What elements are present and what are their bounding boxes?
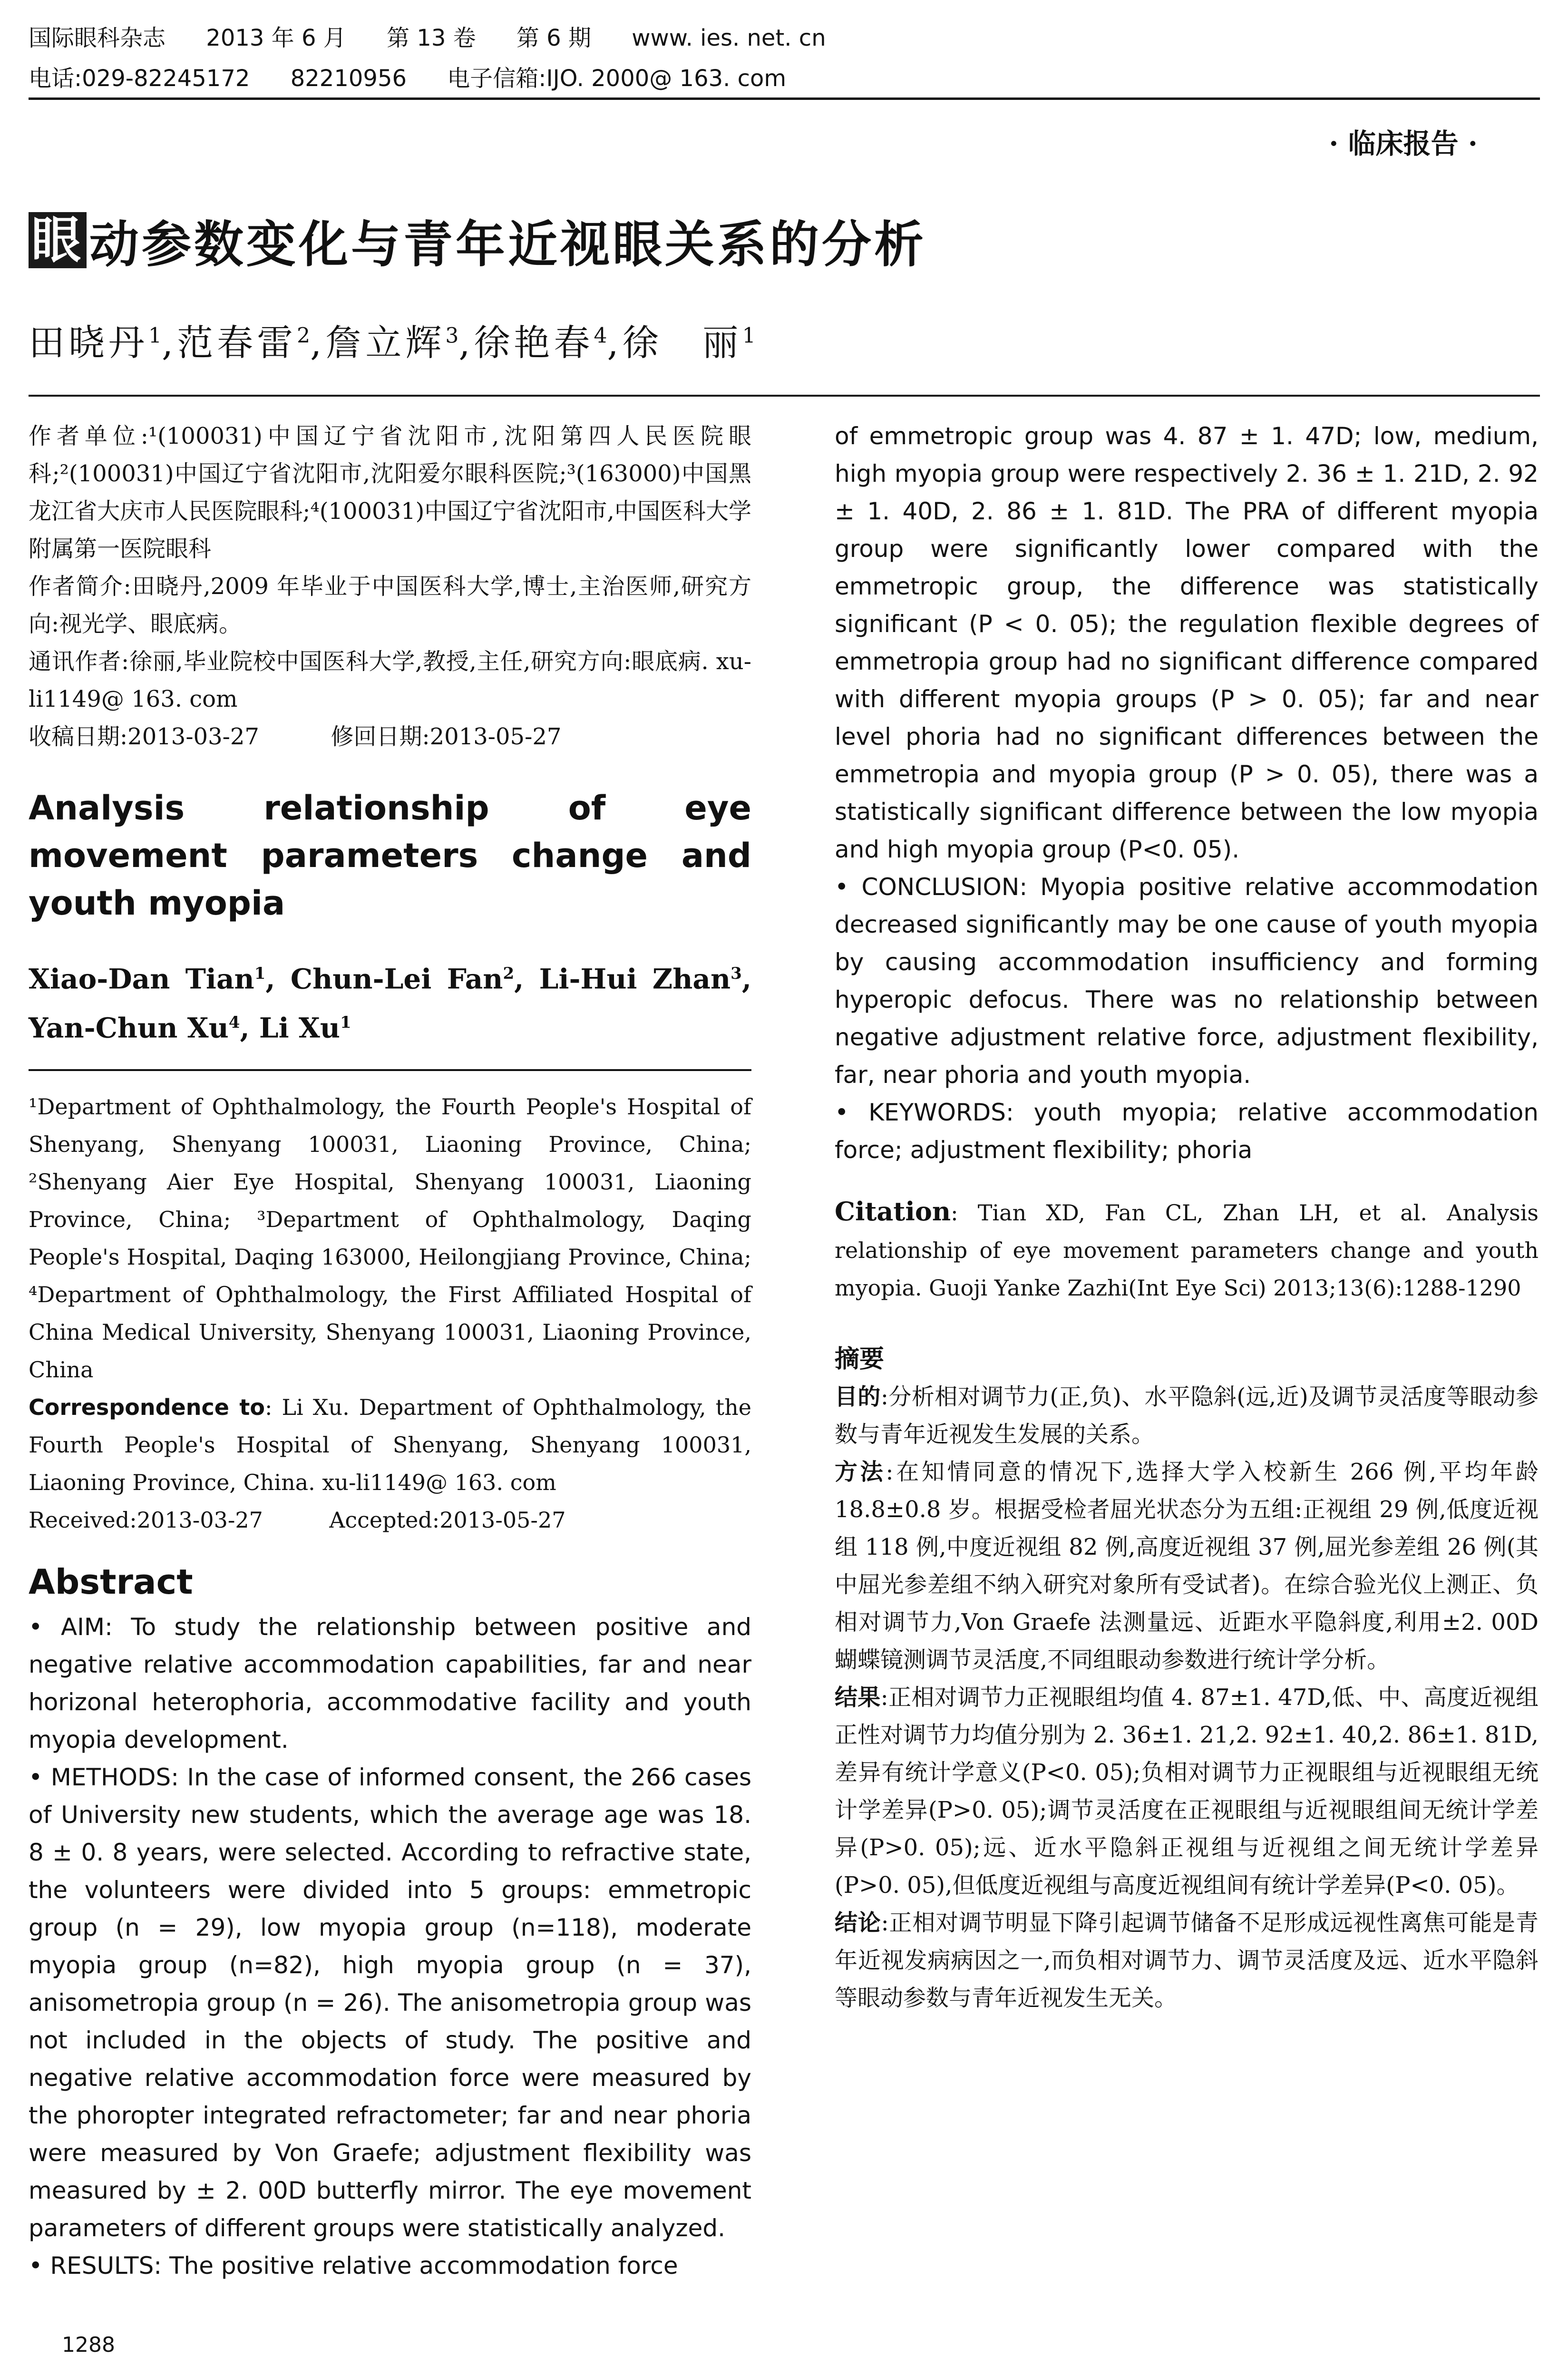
revised-date-cn: 修回日期:2013-05-27: [331, 723, 562, 750]
dates-en: [29, 1501, 751, 1539]
conclusion-cn-text: :正相对调节明显下降引起调节储备不足形成远视性离焦可能是青年近视发病病因之一,而负相对调节力、调节灵活度及远、近水平隐斜等眼动参数与青年近视发生无关。: [835, 1909, 1539, 2011]
author-sup: 1: [254, 964, 266, 983]
abstract-results-cont: of emmetropic group was 4. 87 ± 1. 47D; low, medium, high myopia group were respectively 2. 36 ± 1. 21D, 2. 92 ± 1. 40D, 2. 86 ± 1. 81D. The PRA of different myopia group were significantly lower compared with the emmetropic group, the difference was statistically significant (P < 0. 05); the regulation flexible degrees of emmetropia group had no significant difference compared with different myopia groups (P > 0. 05); far and near level phoria had no significant differences between the emmetropia and myopia group (P > 0. 05), there was a statistically significant difference between the low myopia and high myopia group (P<0. 05).: [835, 422, 1539, 863]
author-sup: 2: [297, 323, 311, 348]
abstract-heading: Abstract: [29, 1561, 193, 1602]
section-label: · 临床报告 ·: [1329, 127, 1478, 160]
conclusion-cn-label: 结论: [835, 1909, 881, 1936]
abstract-methods: • METHODS: In the case of informed consent, the 266 cases of University new students, which the average age was 18. 8 ± 0. 8 years, were selected. According to refractive state, the volunteers were divided into 5 groups: emmetropic group (n = 29), low myopia group (n=118), moderate myopia group (n=82), high myopia group (n = 37), anisometropia group (n = 26). The anisometropia group was not included in the objects of study. The positive and negative relative accommodation force were measured by the phoropter integrated refractometer; far and near phoria were measured by Von Graefe; adjustment flexibility was measured by ± 2. 00D butterfly mirror. The eye movement parameters of different groups were statistically analyzed.: [29, 1763, 751, 2242]
author-sup: 1: [742, 323, 756, 348]
affiliation-en: ¹Department of Ophthalmology, the Fourth People's Hospital of Shenyang, Shenyang 100031, Liaoning Province, China; ²Shenyang Aier Eye Hospital, Shenyang 100031, Liaoning Province, China; ³Department of Ophthalmology, Daqing People's Hospital, Daqing 163000, Heilongjiang Province, China; ⁴Department of Ophthalmology, the First Affiliated Hospital of China Medical University, Shenyang 100031, Liaoning Province, China: [29, 1093, 751, 1383]
author-en: Li-Hui Zhan: [539, 963, 731, 995]
methods-cn-text: :在知情同意的情况下,选择大学入校新生 266 例,平均年龄 18.8±0.8 岁。根据受检者屈光状态分为五组:正视组 29 例,低度近视组 118 例,中度近视组 82 例,高度近视组 37 例,屈光参差组 26 例(其中屈光参差组不纳入研究对象所有受试者)。在综合验光仪上测正、负相对调节力,Von Graefe 法测量远、近距水平隐斜度,利用±2. 00D 蝴蝶镜测调节灵活度,不同组眼动参数进行统计学分析。: [835, 1459, 1539, 1673]
website[interactable]: www. ies. net. cn: [632, 25, 826, 51]
citation: [835, 1193, 1539, 1307]
journal-header-line2: [29, 64, 819, 93]
author-cn: 范春雷: [177, 321, 297, 364]
authors-rule: [29, 395, 1540, 397]
author-en: Chun-Lei Fan: [290, 963, 503, 995]
received-date-cn: 收稿日期:2013-03-27: [29, 723, 259, 750]
author-sup: 3: [730, 964, 742, 983]
author-en: Xiao-Dan Tian: [29, 963, 254, 995]
author-sup: 1: [148, 323, 162, 348]
abstract-conclusion: • CONCLUSION: Myopia positive relative accommodation decreased significantly may be one cause of youth myopia by causing accommodation insufficiency and forming hyperopic defocus. There was no relationship between negative adjustment relative force, adjustment flexibility, far, near phoria and youth myopia.: [835, 873, 1539, 1089]
title-en: Analysis relationship of eye movement parameters change and youth myopia: [29, 789, 751, 923]
author-sup: 4: [228, 1013, 240, 1033]
correspondence-en: [29, 1389, 751, 1501]
author-cn: 詹立辉: [325, 321, 446, 364]
author-sup: 4: [594, 323, 607, 348]
conclusion-cn: [835, 1904, 1539, 2017]
abstract-aim: • AIM: To study the relationship between positive and negative relative accommodation capabilities, far and near horizonal heterophoria, accommodative facility and youth myopia development.: [29, 1613, 751, 1754]
phone2: 82210956: [290, 65, 407, 92]
abstract-results-start: • RESULTS: The positive relative accommodation force: [29, 2251, 678, 2280]
correspondence-text: : Li Xu. Department of Ophthalmology, the Fourth People's Hospital of Shenyang, Shenyang 100031, Liaoning Province, China. xu-li1149@ 163. com: [29, 1394, 751, 1495]
author-cn: 田晓丹: [29, 321, 148, 364]
affiliation-cn: 作者单位:¹(100031)中国辽宁省沈阳市,沈阳第四人民医院眼科;²(100031)中国辽宁省沈阳市,沈阳爱尔眼科医院;³(163000)中国黑龙江省大庆市人民医院眼科;⁴(100031)中国辽宁省沈阳市,中国医科大学附属第一医院眼科: [29, 423, 751, 562]
title-rest: 动参数变化与青年近视眼关系的分析: [89, 215, 927, 273]
author-sup: 1: [340, 1013, 351, 1033]
header-rule: [29, 97, 1540, 100]
author-en: Yan-Chun Xu: [29, 1012, 229, 1044]
email[interactable]: 电子信箱:IJO. 2000@ 163. com: [447, 65, 787, 92]
methods-cn-label: 方法: [835, 1459, 886, 1485]
accepted-date-en: Accepted:2013-05-27: [329, 1507, 566, 1533]
author-cn: 徐 丽: [622, 321, 742, 364]
aim-cn: [835, 1378, 1539, 1453]
dates-cn: [29, 718, 751, 756]
correspondence-label: Correspondence to: [29, 1394, 265, 1420]
abstract-keywords: • KEYWORDS: youth myopia; relative accommodation force; adjustment flexibility; phoria: [835, 1099, 1539, 1164]
journal-name: 国际眼科杂志: [29, 25, 166, 51]
citation-text: : Tian XD, Fan CL, Zhan LH, et al. Analysis relationship of eye movement parameters change and youth myopia. Guoji Yanke Zazhi(Int Eye Sci) 2013;13(6):1288-1290: [835, 1200, 1539, 1301]
results-cn-text: :正相对调节力正视眼组均值 4. 87±1. 47D,低、中、高度近视组正性对调节力均值分别为 2. 36±1. 21,2. 92±1. 40,2. 86±1. 81D,差异有统计学意义(P<0. 05);负相对调节力正视眼组与近视眼组无统计学差异(P>0. 05);调节灵活度在正视眼组与近视眼组间无统计学差异(P>0. 05);远、近水平隐斜正视组与近视组之间无统计学差异(P>0. 05),但低度近视组与高度近视组间有统计学差异(P<0. 05)。: [835, 1684, 1539, 1899]
paper-title: [29, 205, 926, 276]
issue: 第 6 期: [516, 25, 591, 51]
authors-cn: 田晓丹$^1$,范春雷$^2$,詹立辉$^3$,徐艳春$^4$,徐 丽$^1$: [29, 321, 756, 364]
abstract-cn-heading: 摘要: [835, 1344, 885, 1374]
aim-cn-text: :分析相对调节力(正,负)、水平隐斜(远,近)及调节灵活度等眼动参数与青年近视发生发展的关系。: [835, 1383, 1539, 1448]
correspondence-cn: 通讯作者:徐丽,毕业院校中国医科大学,教授,主任,研究方向:眼底病. xu-li1149@ 163. com: [29, 648, 751, 712]
issue-date: 2013 年 6 月: [206, 25, 346, 51]
aim-cn-label: 目的: [835, 1383, 881, 1410]
received-date-en: Received:2013-03-27: [29, 1507, 263, 1533]
affiliation-rule: [29, 1069, 751, 1071]
author-cn: 徐艳春: [474, 321, 594, 364]
results-cn: [835, 1679, 1539, 1904]
methods-cn: [835, 1453, 1539, 1679]
author-sup: 3: [445, 323, 459, 348]
volume: 第 13 卷: [387, 25, 476, 51]
author-en: Li Xu: [259, 1012, 341, 1044]
authors-en: Xiao-Dan Tian$^1$, Chun-Lei Fan$^2$, Li-Hui Zhan$^3$, Yan-Chun Xu$^4$, Li Xu$^1$: [29, 963, 752, 1044]
phone: 电话:029-82245172: [29, 65, 250, 92]
right-column: [835, 418, 1539, 2017]
journal-header-line1: [29, 24, 859, 52]
citation-label: Citation: [835, 1196, 951, 1227]
page-number: 1288: [62, 2333, 115, 2357]
title-lead-char: 眼: [29, 212, 87, 268]
author-bio-cn: 作者简介:田晓丹,2009 年毕业于中国医科大学,博士,主治医师,研究方向:视光学、眼底病。: [29, 573, 751, 637]
author-sup: 2: [503, 964, 515, 983]
results-cn-label: 结果: [835, 1684, 881, 1711]
left-column: [29, 418, 751, 2285]
